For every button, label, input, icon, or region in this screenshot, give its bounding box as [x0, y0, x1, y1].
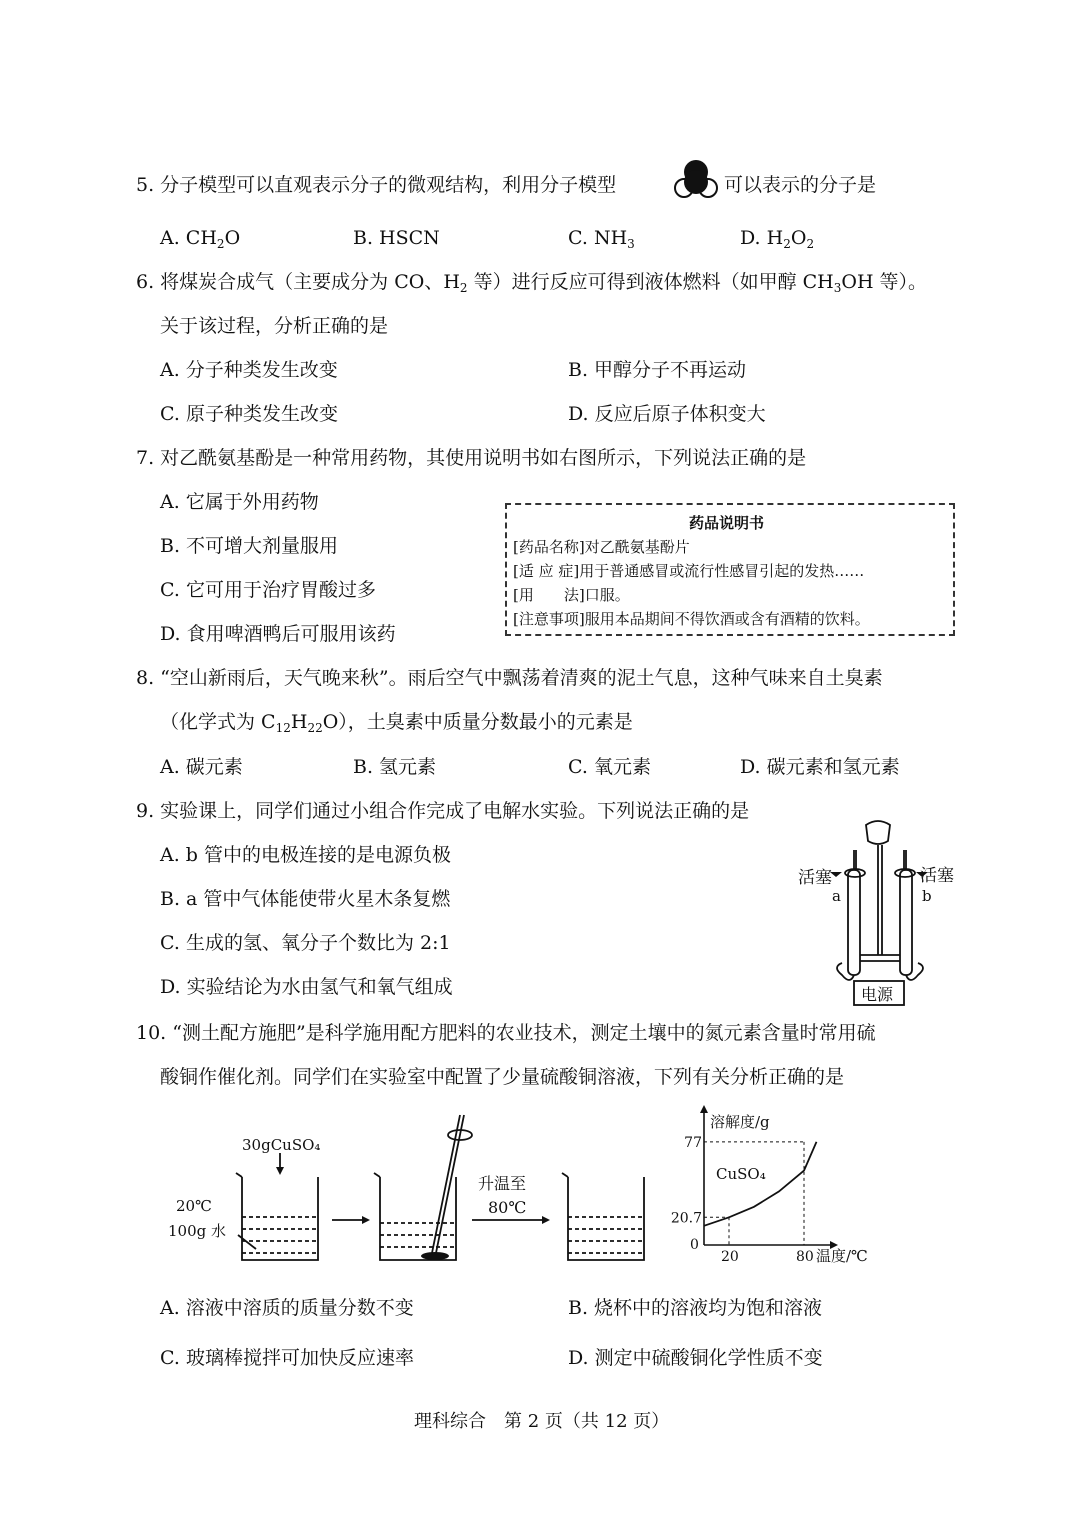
q8-stem-line2: （化学式为 $C_{12}H_{22}O$），土臭素中质量分数最小的元素是: [160, 711, 633, 735]
q6-option-d: D. 反应后原子体积变大: [568, 403, 766, 425]
medicine-label-usage: [用 法]口服。: [513, 586, 630, 604]
q8-option-a: A. 碳元素: [160, 756, 243, 778]
q9-stem: 9. 实验课上，同学们通过小组合作完成了电解水实验。下列说法正确的是: [136, 800, 750, 822]
x-tick-label-1: 80: [796, 1249, 814, 1265]
beaker-process-figure: [160, 1105, 680, 1280]
stopcock-right-label: 活塞: [920, 866, 954, 886]
solubility-curve: [704, 1142, 817, 1226]
q5-option-d: D. $H_2O_2$: [740, 227, 815, 251]
q6-option-c: C. 原子种类发生改变: [160, 403, 338, 425]
solubility-chart: [670, 1105, 880, 1265]
q6-stem-line2: 关于该过程，分析正确的是: [160, 315, 389, 337]
q8-option-b: B. 氢元素: [353, 756, 437, 778]
medicine-label-title: 药品说明书: [689, 514, 765, 532]
medicine-label: [505, 503, 955, 636]
q7-option-a: A. 它属于外用药物: [160, 491, 319, 513]
medicine-label-caution: [注意事项]服用本品期间不得饮酒或含有酒精的饮料。: [513, 610, 870, 628]
q6-option-a: A. 分子种类发生改变: [160, 359, 338, 381]
q8-option-c: C. 氧元素: [568, 756, 651, 778]
medicine-label-name: [药品名称]对乙酰氨基酚片: [513, 538, 690, 556]
q7-option-b: B. 不可增大剂量服用: [160, 535, 339, 557]
q5-stem-b: 可以表示的分子是: [724, 174, 877, 196]
power-supply-label: 电源: [861, 985, 894, 1004]
initial-temp-label: 20℃: [176, 1197, 212, 1215]
q8-option-d: D. 碳元素和氢元素: [740, 756, 900, 778]
q7-option-d: D. 食用啤酒鸭后可服用该药: [160, 623, 396, 645]
y-axis-label: 溶解度/g: [710, 1113, 770, 1131]
molecule-model-icon: [671, 152, 721, 204]
tube-b-label: b: [922, 887, 932, 905]
q8-stem-line1: 8. “空山新雨后，天气晚来秋”。雨后空气中飘荡着清爽的泥土气息，这种气味来自土臭素: [136, 667, 883, 689]
x-tick-label-0: 20: [721, 1249, 739, 1265]
origin-label: 0: [690, 1237, 699, 1253]
q10-option-d: D. 测定中硫酸铜化学性质不变: [568, 1347, 823, 1369]
q9-option-d: D. 实验结论为水由氢气和氧气组成: [160, 976, 453, 998]
series-label: CuSO₄: [716, 1165, 766, 1183]
water-label: 100g 水: [168, 1222, 227, 1240]
stopcock-left-label: 活塞: [798, 868, 832, 888]
q6-option-b: B. 甲醇分子不再运动: [568, 359, 747, 381]
y-tick-label-1: 77: [684, 1134, 702, 1151]
page-footer: 理科综合 第 2 页（共 12 页）: [414, 1411, 670, 1432]
q9-option-a: A. b 管中的电极连接的是电源负极: [160, 844, 452, 866]
electrolysis-apparatus: [790, 815, 970, 1010]
q10-stem-line1: 10. “测土配方施肥”是科学施用配方肥料的农业技术，测定土壤中的氮元素含量时常用硫: [136, 1022, 876, 1044]
tube-a-label: a: [832, 887, 841, 905]
heat-label-b: 80℃: [488, 1198, 527, 1217]
q7-stem: 7. 对乙酰氨基酚是一种常用药物，其使用说明书如右图所示，下列说法正确的是: [136, 447, 807, 469]
q9-option-c: C. 生成的氢、氧分子个数比为 2:1: [160, 932, 451, 954]
q6-stem-line1: 6. 将煤炭合成气（主要成分为 CO、$H_2$ 等）进行反应可得到液体燃料（如甲醇 $CH_3OH$ 等）。: [136, 271, 928, 295]
q9-option-b: B. a 管中气体能使带火星木条复燃: [160, 888, 451, 910]
q10-option-b: B. 烧杯中的溶液均为饱和溶液: [568, 1297, 823, 1319]
medicine-label-indication: [适 应 症]用于普通感冒或流行性感冒引起的发热……: [513, 562, 865, 580]
x-axis-label: 温度/℃: [816, 1247, 868, 1265]
y-tick-label-0: 20.7: [670, 1210, 702, 1227]
q5-option-b: B. HSCN: [353, 227, 440, 249]
q7-option-c: C. 它可用于治疗胃酸过多: [160, 579, 376, 601]
q10-option-a: A. 溶液中溶质的质量分数不变: [160, 1297, 414, 1319]
q5-option-a: A. $CH_2O$: [160, 227, 241, 251]
q10-stem-line2: 酸铜作催化剂。同学们在实验室中配置了少量硫酸铜溶液，下列有关分析正确的是: [160, 1066, 845, 1088]
q10-option-c: C. 玻璃棒搅拌可加快反应速率: [160, 1347, 414, 1369]
heat-label-a: 升温至: [478, 1174, 527, 1193]
q5-option-c: C. $NH_3$: [568, 227, 635, 251]
q5-stem-a: 5. 分子模型可以直观表示分子的微观结构，利用分子模型: [136, 174, 617, 196]
solute-label: 30gCuSO₄: [242, 1136, 321, 1154]
